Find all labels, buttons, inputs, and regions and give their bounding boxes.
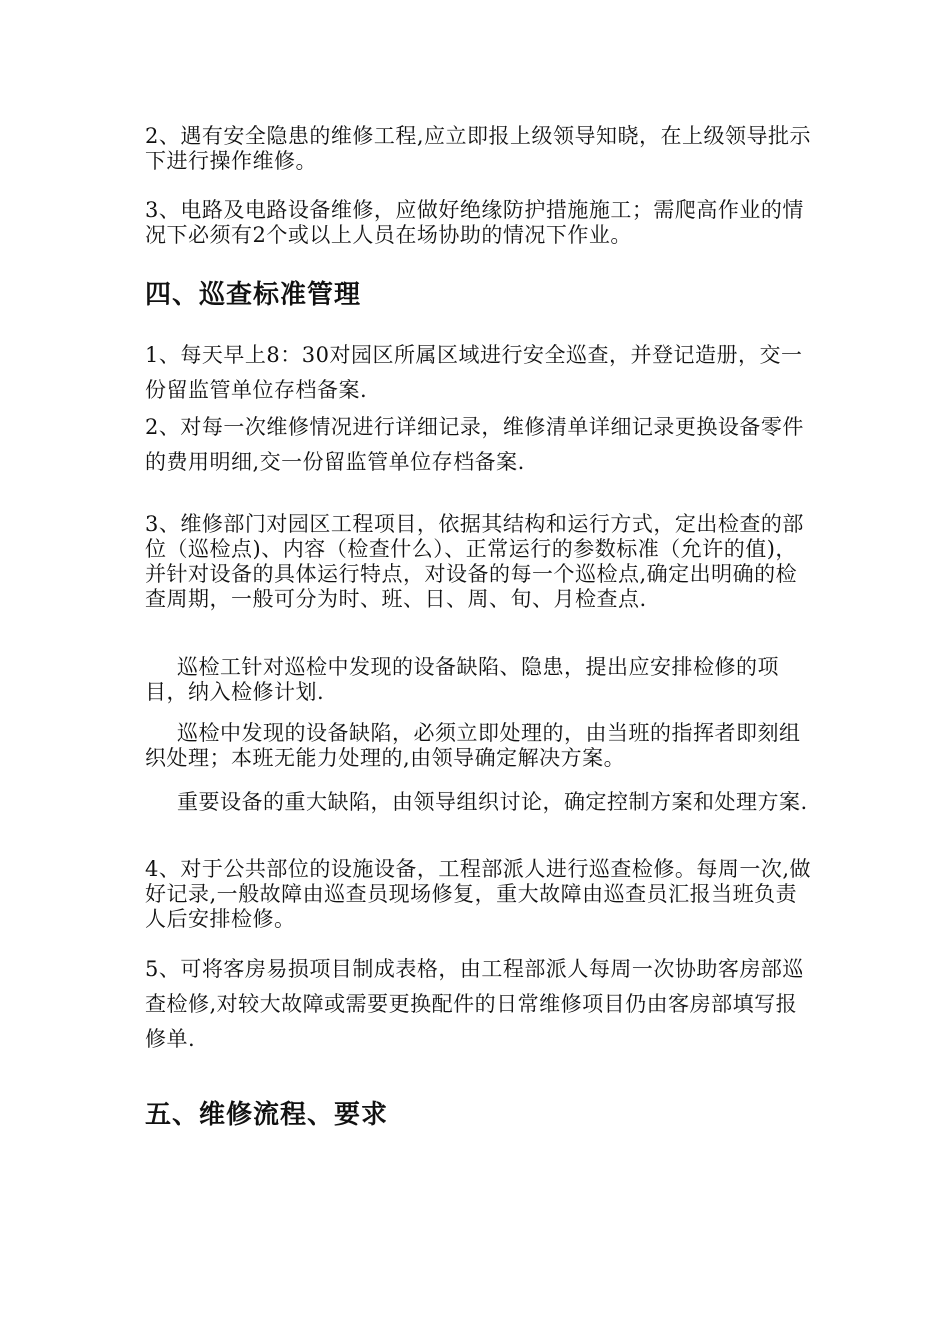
paragraph-patrol-3: 3、维修部门对园区工程项目，依据其结构和运行方式，定出检查的部位（巡检点)、内容（检查什么）、正常运行的参数标准（允许的值)，并针对设备的具体运行特点，对设备的每一个巡检点,确定出明确的检查周期，一般可分为时、班、日、周、旬、月检查点. xyxy=(145,512,804,611)
paragraph-patrol-4: 4、对于公共部位的设施设备，工程部派人进行巡查检修。每周一次,做好记录,一般故障由巡查员现场修复，重大故障由巡查员汇报当班负责人后安排检修。 xyxy=(145,857,812,931)
section-heading-4: 四、巡查标准管理 xyxy=(145,280,362,310)
paragraph-patrol-3b: 巡检中发现的设备缺陷，必须立即处理的，由当班的指挥者即刻组织处理；本班无能力处理的,由领导确定解决方案。 xyxy=(145,721,801,770)
paragraph-patrol-3c: 重要设备的重大缺陷，由领导组织讨论，确定控制方案和处理方案. xyxy=(177,790,808,814)
paragraph-patrol-5: 5、可将客房易损项目制成表格，由工程部派人每周一次协助客房部巡查检修,对较大故障或需要更换配件的日常维修项目仍由客房部填写报修单. xyxy=(145,957,804,1051)
paragraph-patrol-3a: 巡检工针对巡检中发现的设备缺陷、隐患，提出应安排检修的项目，纳入检修计划. xyxy=(145,655,779,704)
paragraph-item-3: 3、电路及电路设备维修，应做好绝缘防护措施施工；需爬高作业的情况下必须有2个或以上人员在场协助的情况下作业。 xyxy=(145,198,804,247)
paragraph-patrol-2: 2、对每一次维修情况进行详细记录，维修清单详细记录更换设备零件的费用明细,交一份留监管单位存档备案. xyxy=(145,415,804,474)
section-heading-5: 五、维修流程、要求 xyxy=(145,1100,389,1130)
paragraph-item-2: 2、遇有安全隐患的维修工程,应立即报上级领导知晓，在上级领导批示下进行操作维修。 xyxy=(145,124,812,173)
paragraph-patrol-1: 1、每天早上8：30对园区所属区域进行安全巡查，并登记造册，交一份留监管单位存档备案. xyxy=(145,343,803,402)
